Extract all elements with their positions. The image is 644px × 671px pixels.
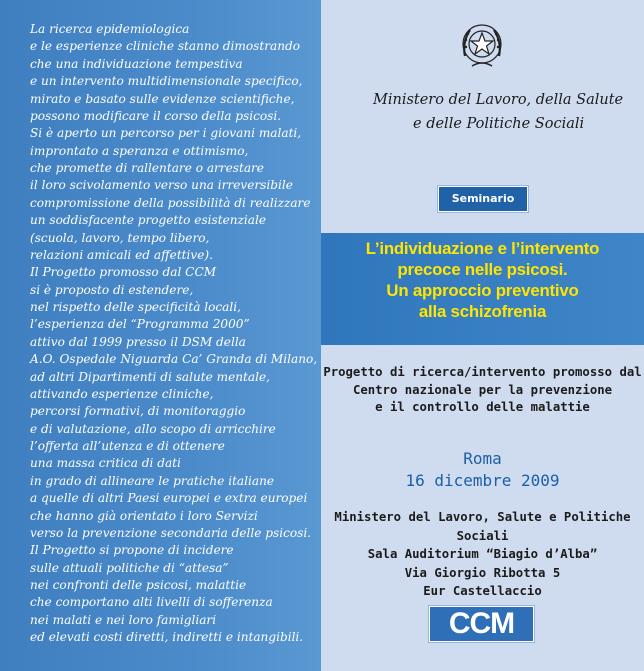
project-line: Centro nazionale per la prevenzione [352,382,613,397]
venue-address [321,508,644,601]
intro-line: improntato a speranza e ottimismo, [30,143,249,158]
intro-line: La ricerca epidemiologica [30,22,190,36]
intro-line: mirato e basato sulle evidenze scientifiche, [30,91,295,106]
intro-line: che una individuazione tempestiva [30,56,243,71]
intro-line: sulle attuali politiche di “attesa” [30,560,229,575]
ministry-line-2: e delle Politiche Sociali [413,116,585,132]
cover-panel [321,0,644,671]
intro-line: attivando esperienze cliniche, [30,386,214,401]
intro-line: relazioni amicali ed affettive). [30,247,213,262]
ministry-name [361,88,631,136]
intro-line: a quelle di altri Paesi europei e extra europei [30,491,308,506]
intro-line: in grado di allineare le pratiche italiane [30,473,275,488]
intro-line: l’offerta all’utenza e di ottenere [30,439,225,453]
intro-line: l’esperienza del “Programma 2000” [30,317,250,332]
title-line: Un approccio preventivo [386,281,579,300]
event-type-badge: Seminario [438,186,528,212]
intro-line: un soddisfacente progetto esistenziale [30,213,266,228]
intro-line: percorsi formativi, di monitoraggio [30,404,246,419]
event-date: 16 dicembre 2009 [405,471,560,490]
title-line: L’individuazione e l’intervento [365,239,600,258]
event-place-date [321,448,644,492]
venue-line: Sala Auditorium “Biagio d’Alba” [367,547,598,561]
intro-line: compromissione della possibilità di realizzare [30,195,311,210]
venue-line: Via Giorgio Ribotta 5 [404,565,561,580]
intro-line: e un intervento multidimensionale specifico, [30,74,303,89]
event-city: Roma [463,449,502,468]
venue-line: Ministero del Lavoro, Salute e Politiche Sociali [334,510,631,543]
intro-line: Il Progetto promosso dal CCM [30,265,217,280]
intro-line: Si è aperto un percorso per i giovani malati, [30,126,302,141]
intro-line: che hanno già orientato i loro Servizi [30,508,258,523]
project-line: Progetto di ricerca/intervento promosso dal [323,365,642,379]
venue-line: Eur Castellaccio [423,584,542,598]
intro-line: ad altri Dipartimenti di salute mentale, [30,369,270,384]
intro-line: A.O. Ospedale Niguarda Ca’ Granda di Milano, [30,352,318,367]
title-line: precoce nelle psicosi. [397,260,568,279]
project-description [321,364,644,417]
event-title [321,238,644,322]
intro-line: una massa critica di dati [30,456,181,471]
intro-line: il loro scivolamento verso una irreversibile [30,178,293,193]
intro-line: verso la prevenzione secondaria delle psicosi. [30,525,312,540]
intro-line: che comportano alti livelli di sofferenza [30,595,273,610]
ministry-line-1: Ministero del Lavoro, della Salute [373,92,624,108]
intro-line: nei malati e nei loro famigliari [30,612,217,627]
intro-line: che promette di rallentare o arrestare [30,161,264,175]
project-line: e il controllo delle malattie [375,400,590,414]
ccm-logo: CCM [429,606,534,642]
title-line: alla schizofrenia [418,302,547,321]
intro-line: Il Progetto si propone di incidere [30,543,234,558]
intro-line: e di valutazione, allo scopo di arricchire [30,421,276,436]
intro-line: si è proposto di estendere, [30,282,194,297]
intro-line: possono modificare il corso della psicosi. [30,108,282,123]
intro-text [30,21,320,647]
intro-line: attivo dal 1999 presso il DSM della [30,334,246,349]
intro-line: (scuola, lavoro, tempo libero, [30,230,210,245]
italian-republic-emblem-icon [456,20,508,70]
intro-line: ed elevati costi diretti, indiretti e intangibili. [30,630,304,645]
intro-line: nel rispetto delle specificità locali, [30,300,241,314]
intro-line: nei confronti delle psicosi, malattie [30,578,247,592]
intro-panel [0,0,321,671]
intro-line: e le esperienze cliniche stanno dimostrando [30,39,301,54]
